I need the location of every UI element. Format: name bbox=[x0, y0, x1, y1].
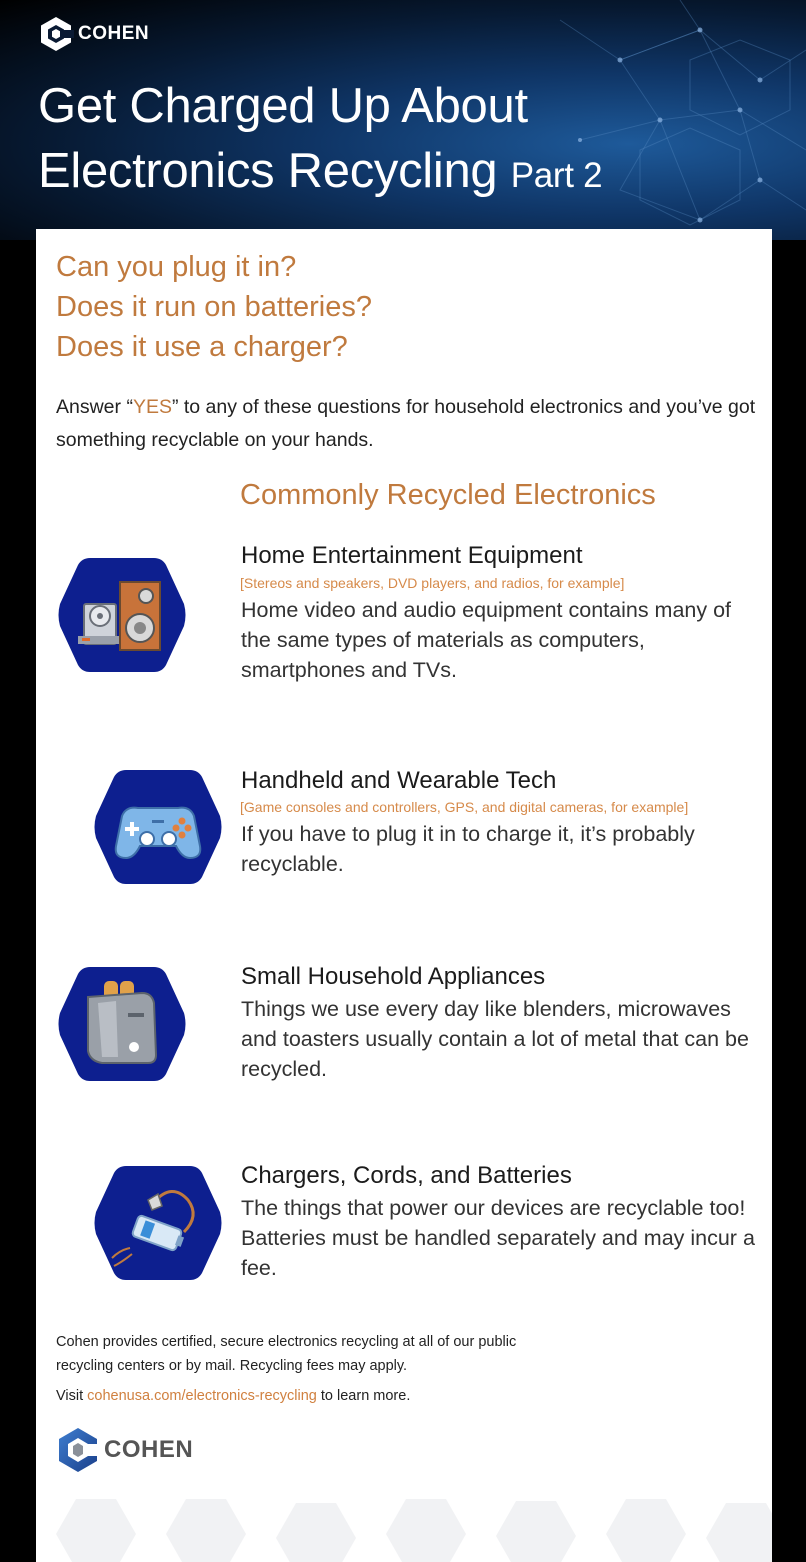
page-title bbox=[38, 74, 602, 208]
footer-note: Cohen provides certified, secure electronics recycling at all of our public recycling centers or by mail. Recycling fees may apply. bbox=[56, 1334, 517, 1374]
item-title: Chargers, Cords, and Batteries bbox=[241, 1162, 572, 1189]
question-3: Does it use a charger? bbox=[56, 331, 348, 363]
question-1: Can you plug it in? bbox=[56, 251, 297, 283]
visit-prefix: Visit bbox=[56, 1388, 88, 1404]
question-2: Does it run on batteries? bbox=[56, 291, 372, 323]
item-description: If you have to plug it in to charge it, it’s probably recyclable. bbox=[241, 822, 695, 876]
intro-yes: YES bbox=[132, 396, 172, 418]
item-examples: [Game consoles and controllers, GPS, and digital cameras, for example] bbox=[240, 799, 689, 815]
cohen-wordmark: COHEN bbox=[78, 23, 150, 44]
footer-visit bbox=[56, 1388, 410, 1404]
toaster-icon bbox=[56, 963, 188, 1085]
cohen-logo-footer bbox=[56, 1427, 193, 1473]
intro-text bbox=[56, 391, 756, 457]
visit-suffix: to learn more. bbox=[316, 1388, 411, 1404]
item-description: Things we use every day like blenders, microwaves and toasters usually contain a lot of metal that can be recycled. bbox=[241, 997, 749, 1081]
battery-plug-icon bbox=[92, 1162, 224, 1284]
recycling-link[interactable]: cohenusa.com/electronics-recycling bbox=[87, 1388, 317, 1404]
cohen-logo-icon bbox=[38, 16, 74, 52]
section-title: Commonly Recycled Electronics bbox=[240, 479, 656, 511]
title-part: Part 2 bbox=[510, 156, 603, 195]
intro-after: ” to any of these questions for household electronics and you’ve got something recyclable on your hands. bbox=[56, 396, 756, 451]
title-line-1: Get Charged Up About bbox=[38, 79, 528, 133]
item-description: Home video and audio equipment contains many of the same types of materials as computers, smartphones and TVs. bbox=[241, 598, 732, 682]
content-card bbox=[36, 229, 772, 1562]
question-list bbox=[56, 247, 372, 367]
game-controller-icon bbox=[92, 766, 224, 888]
cohen-wordmark: COHEN bbox=[104, 1436, 194, 1463]
intro-before: Answer “ bbox=[56, 396, 133, 418]
title-line-2-text: Electronics Recycling bbox=[38, 144, 498, 198]
header-banner bbox=[0, 0, 806, 240]
cohen-logo-header bbox=[38, 16, 149, 52]
item-title: Small Household Appliances bbox=[241, 963, 546, 990]
item-examples: [Stereos and speakers, DVD players, and radios, for example] bbox=[240, 575, 625, 591]
speaker-dvd-icon bbox=[56, 554, 188, 676]
hexagon-pattern-background bbox=[36, 1489, 772, 1562]
cohen-logo-icon bbox=[56, 1427, 100, 1473]
title-line-2 bbox=[38, 139, 602, 208]
item-title: Home Entertainment Equipment bbox=[241, 542, 583, 569]
item-title: Handheld and Wearable Tech bbox=[241, 767, 557, 794]
item-description: The things that power our devices are recyclable too! Batteries must be handled separately and may incur a fee. bbox=[241, 1196, 755, 1280]
